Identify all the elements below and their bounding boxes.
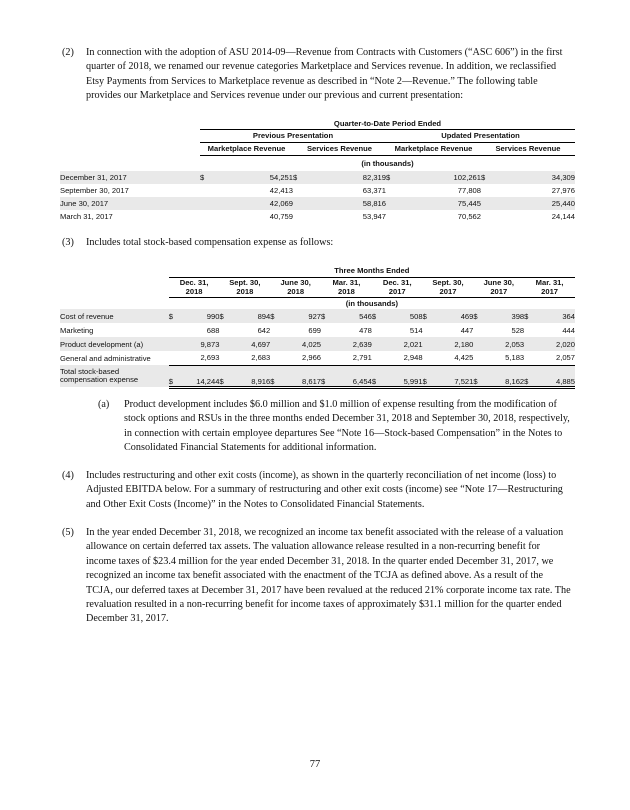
cell-value: 8,916 [228, 365, 271, 387]
cell-value: 53,947 [362, 212, 386, 221]
cell-value: 2,020 [532, 337, 575, 351]
table-row [60, 184, 575, 197]
column-header: Dec. 31, 2017 [372, 277, 423, 297]
cell-value: 508 [380, 309, 423, 323]
cell-value: 398 [482, 309, 525, 323]
currency-symbol: $ [321, 309, 329, 323]
table-row [60, 323, 575, 337]
table-row [60, 337, 575, 351]
cell-value: 2,966 [278, 351, 321, 365]
row-label: Cost of revenue [60, 309, 169, 323]
cell-value: 528 [511, 325, 525, 335]
cell-value: 82,319 [302, 171, 386, 184]
cell-value: 9,873 [177, 337, 220, 351]
cell-value: 688 [206, 325, 220, 335]
cell-value: 70,562 [457, 212, 481, 221]
cell-value: 5,991 [380, 365, 423, 387]
column-header: June 30, 2017 [473, 277, 524, 297]
footnote-number: (2) [62, 47, 74, 58]
cell-value: 2,180 [431, 337, 474, 351]
footnote-a [98, 398, 574, 456]
revenue-presentation-table [60, 118, 575, 223]
row-label: March 31, 2017 [60, 212, 113, 221]
footnote-number: (5) [62, 527, 74, 538]
footnote-2 [62, 46, 572, 104]
row-label: General and administrative [60, 353, 151, 363]
cell-value: 2,683 [228, 351, 271, 365]
cell-value: 364 [532, 309, 575, 323]
footnote-text: In connection with the adoption of ASU 2014-09—Revenue from Contracts with Customers (“ASC 606”) in the first quarter of 2018, we renamed our revenue categories Marketplace and Services revenue. In addition, we reclassified Etsy Payments from Services to Marketplace revenue as described in “Note 2—Revenue.” The following table provides our Marketplace and Services revenue under our previous and current presentation: [86, 47, 563, 102]
column-header: Dec. 31, 2018 [169, 277, 220, 297]
footnote-text: Product development includes $6.0 million and $1.0 million of expense resulting from the modification of stock options and RSUs in the three months ended December 31, 2018 and September 30, 2018, respectively, in connection with certain employee departures See “Note 16—Stock-based Compensation” in the Notes to Consolidated Financial Statements for additional information. [124, 399, 570, 454]
cell-value: 58,816 [302, 197, 386, 210]
cell-value: 546 [329, 309, 372, 323]
cell-value: 4,697 [228, 337, 271, 351]
footnote-number: (3) [62, 237, 74, 248]
table-row [60, 351, 575, 365]
total-row [60, 365, 575, 387]
cell-value: 2,057 [532, 351, 575, 365]
cell-value: 927 [278, 309, 321, 323]
table-row [60, 210, 575, 223]
group-header-previous: Previous Presentation [200, 129, 386, 142]
cell-value: 894 [228, 309, 271, 323]
cell-value: 4,425 [431, 351, 474, 365]
cell-value: 6,454 [329, 365, 372, 387]
cell-value: 2,948 [380, 351, 423, 365]
table-row [60, 197, 575, 210]
cell-value: 2,021 [380, 337, 423, 351]
cell-value: 27,976 [551, 186, 575, 195]
column-header: Mar. 31, 2018 [321, 277, 372, 297]
cell-value: 42,069 [209, 197, 293, 210]
currency-symbol: $ [293, 171, 302, 184]
currency-symbol: $ [219, 365, 227, 387]
group-header-updated: Updated Presentation [386, 129, 575, 142]
cell-value: 24,144 [551, 212, 575, 221]
cell-value: 54,251 [209, 171, 293, 184]
currency-symbol: $ [169, 365, 177, 387]
currency-symbol: $ [270, 309, 278, 323]
row-label: Marketing [60, 325, 94, 335]
footnote-number: (4) [62, 470, 74, 481]
cell-value: 4,025 [278, 337, 321, 351]
cell-value: 25,440 [490, 197, 575, 210]
stock-compensation-table [60, 265, 575, 389]
footnote-number: (a) [98, 399, 110, 410]
footnote-text: Includes total stock-based compensation expense as follows: [86, 237, 334, 248]
currency-symbol: $ [200, 171, 209, 184]
footnote-3 [62, 236, 572, 250]
column-header: Sept. 30, 2017 [423, 277, 474, 297]
cell-value: 2,693 [177, 351, 220, 365]
footnote-4 [62, 469, 572, 512]
cell-value: 478 [359, 325, 372, 335]
period-header: Three Months Ended [169, 265, 575, 277]
table-row [60, 309, 575, 323]
row-label: Total stock-based compensation expense [60, 365, 169, 387]
currency-symbol: $ [524, 365, 532, 387]
row-label: September 30, 2017 [60, 186, 129, 195]
period-header: Quarter-to-Date Period Ended [200, 118, 575, 129]
cell-value: 75,445 [395, 197, 481, 210]
currency-symbol: $ [372, 309, 380, 323]
currency-symbol: $ [270, 365, 278, 387]
currency-symbol: $ [386, 171, 395, 184]
cell-value: 990 [177, 309, 220, 323]
cell-value: 2,791 [329, 351, 372, 365]
cell-value: 447 [460, 325, 474, 335]
cell-value: 34,309 [490, 171, 575, 184]
column-header: Mar. 31, 2017 [524, 277, 575, 297]
page-number: 77 [309, 759, 321, 770]
column-header: Services Revenue [293, 142, 386, 155]
footnote-5 [62, 526, 572, 627]
currency-symbol: $ [423, 365, 431, 387]
currency-symbol: $ [473, 365, 481, 387]
currency-symbol: $ [473, 309, 481, 323]
cell-value: 7,521 [431, 365, 474, 387]
cell-value: 14,244 [177, 365, 220, 387]
footnote-text: Includes restructuring and other exit costs (income), as shown in the quarterly reconciliation of net income (loss) to Adjusted EBITDA below. For a summary of restructuring and other exit costs (income) see “Note 17—Restructuring and Other Exit Costs (Income)” in the Notes to Consolidated Financial Statements. [86, 470, 563, 510]
column-header: June 30, 2018 [270, 277, 321, 297]
column-header: Marketplace Revenue [200, 142, 293, 155]
currency-symbol: $ [219, 309, 227, 323]
cell-value: 2,053 [482, 337, 525, 351]
cell-value: 5,183 [482, 351, 525, 365]
cell-value: 42,413 [269, 186, 293, 195]
currency-symbol: $ [481, 171, 490, 184]
cell-value: 8,617 [278, 365, 321, 387]
cell-value: 699 [308, 325, 322, 335]
units-label: (in thousands) [345, 298, 398, 308]
cell-value: 40,759 [269, 212, 293, 221]
currency-symbol: $ [169, 309, 177, 323]
cell-value: 77,808 [457, 186, 481, 195]
currency-symbol: $ [372, 365, 380, 387]
currency-symbol: $ [321, 365, 329, 387]
cell-value: 514 [409, 325, 423, 335]
row-label: December 31, 2017 [60, 171, 200, 184]
cell-value: 642 [257, 325, 271, 335]
cell-value: 63,371 [362, 186, 386, 195]
currency-symbol: $ [524, 309, 532, 323]
cell-value: 8,162 [482, 365, 525, 387]
currency-symbol: $ [423, 309, 431, 323]
footnote-text: In the year ended December 31, 2018, we recognized an income tax benefit associated with the release of a valuation allowance on certain deferred tax assets. The valuation allowance release resulted in a non-recurring benefit for income taxes of $23.4 million for the year ended December 31, 2018. In the quarter ended December 31, 2017, we recognized an income tax benefit associated with the enactment of the TCJA as defined above. As a result of the TCJA, our deferred taxes at December 31, 2017 have been revalued at the reduced 21% corporate income tax rate. The revaluation resulted in a non-recurring benefit for income taxes of approximately $31.1 million for the quarter ended December 31, 2017. [86, 527, 571, 625]
row-label: June 30, 2017 [60, 197, 200, 210]
column-header: Sept. 30, 2018 [219, 277, 270, 297]
row-label: Product development (a) [60, 337, 169, 351]
column-header: Services Revenue [481, 142, 575, 155]
cell-value: 2,639 [329, 337, 372, 351]
table-row [60, 171, 575, 184]
cell-value: 102,261 [395, 171, 481, 184]
column-header: Marketplace Revenue [386, 142, 481, 155]
units-label: (in thousands) [361, 158, 414, 168]
cell-value: 4,885 [532, 365, 575, 387]
cell-value: 469 [431, 309, 474, 323]
cell-value: 444 [562, 325, 575, 335]
